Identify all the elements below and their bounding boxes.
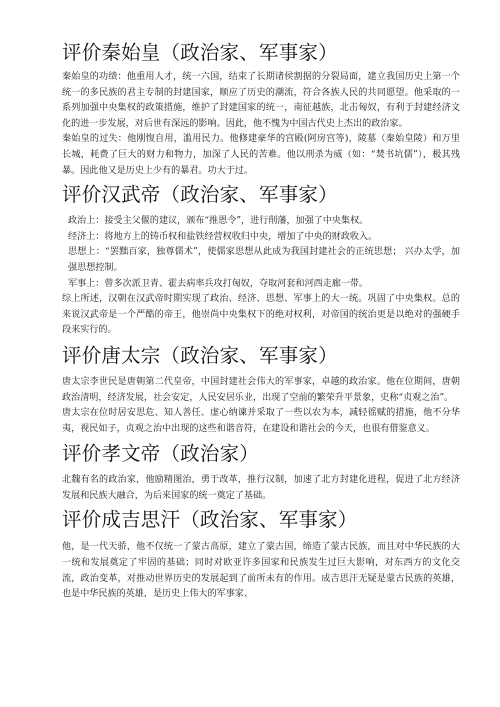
han-wudi-politics-item: 政治上：接受主父偃的建议，颁布“推恩令”，进行削藩，加强了中央集权。 [68, 216, 369, 227]
section-title-qin-shihuang: 评价秦始皇（政治家、军事家） [62, 41, 338, 64]
qin-shihuang-faults-paragraph: 秦始皇的过失：他刚愎自用，滥用民力。他修建豪华的宫殿(阿房宫等)，陵墓（秦始皇陵）和万里长城，耗费了巨大的财力和物力，加深了人民的苦难。他以刑杀为威（如：“焚书坑儒”），极其残暴。因此他又是历史上少有的暴君。功大于过。 [62, 134, 460, 176]
section-title-xiaowendi: 评价孝文帝（政治家） [62, 442, 260, 466]
section-title-han-wudi: 评价汉武帝（政治家、军事家） [62, 183, 338, 207]
genghis-khan-paragraph: 他，是一代天骄，他不仅统一了蒙古高原，建立了蒙古国，缔造了蒙古民族，而且对中华民族的大一统和发展奠定了牢固的基础；同时对欧亚许多国家和民族发生过巨大影响，对东西方的文化交流，政治变革，对推动世界历史的发展起到了前所未有的作用。成吉思汗无疑是蒙古民族的英雄，也是中华民族的英雄，是历史上伟大的军事家、 [62, 542, 460, 600]
section-title-genghis-khan: 评价成吉思汗（政治家、军事家） [62, 508, 358, 532]
han-wudi-military-item: 军事上：曾多次派卫青、霍去病率兵攻打匈奴，夺取河套和河西走廊一带。 [68, 278, 369, 289]
tang-taizong-paragraph-2: 唐太宗在位时居安思危、知人善任、虚心纳谏并采取了一些以农为本，减轻徭赋的措施，他不分华夷，视民如子，贞观之治中出现的这些和谐音符，在建设和谐社会的今天，也很有借鉴意义。 [62, 408, 460, 434]
qin-shihuang-merits-paragraph: 秦始皇的功绩：他重用人才，统一六国，结束了长期诸侯割据的分裂局面，建立我国历史上第一个统一的多民族的君主专制的封建国家，顺应了历史的潮流，符合各族人民的共同愿望。他采取的一系列加强中央集权的政策措施，维护了封建国家的统一，南征越族，北击匈奴，有利于封建经济文化的进一步发展，对后世有深远的影响。因此，他不愧为中国古代史上杰出的政治家。 [62, 72, 460, 129]
section-title-tang-taizong: 评价唐太宗（政治家、军事家） [62, 343, 338, 367]
xiaowendi-paragraph: 北魏有名的政治家，他励精图治，勇于改革，推行汉制，加速了北方封建化进程，促进了北方经济发展和民族大融合，为后来国家的统一奠定了基础。 [62, 475, 460, 501]
tang-taizong-paragraph-1: 唐太宗李世民是唐朝第二代皇帝，中国封建社会伟大的军事家，卓越的政治家。他在位期间，唐朝政治清明，经济发展，社会安定，人民安居乐业，出现了空前的繁荣升平景象，史称“贞观之治”。 [62, 376, 460, 403]
han-wudi-thought-item: 思想上：“罢黜百家，独尊儒术”，使儒家思想从此成为我国封建社会的正统思想； 兴办太学，加强思想控制。 [68, 247, 460, 273]
han-wudi-economy-item: 经济上：将地方上的铸币权和盐铁经营权收归中央，增加了中央的财政收入。 [68, 231, 378, 242]
han-wudi-summary-paragraph: 综上所述，汉朝在汉武帝时期实现了政治、经济、思想、军事上的大一统。巩固了中央集权。总的来说汉武帝是一个严酷的帝王，他崇尚中央集权下的绝对权利，对帝国的统治更是以绝对的强硬手段来实行的。 [62, 294, 460, 336]
